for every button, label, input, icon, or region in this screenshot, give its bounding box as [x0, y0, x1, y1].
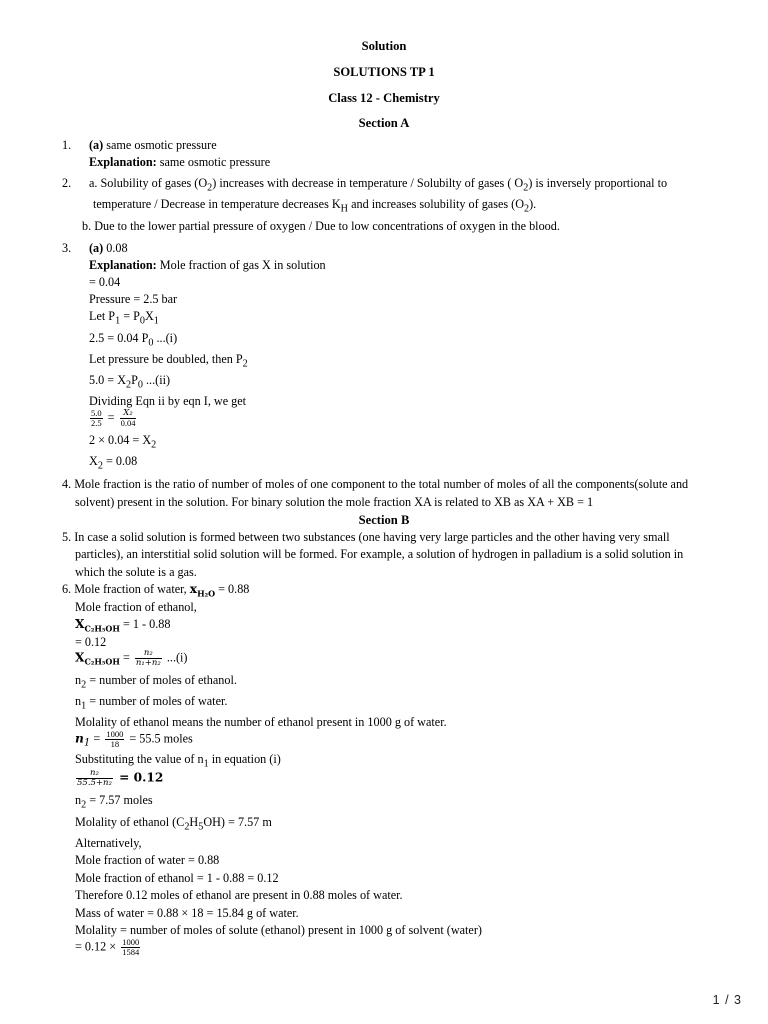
q3-line: Let pressure be doubled, then $P_2$ [89, 352, 248, 370]
q6-substitution-equation: $\frac{\text{n₂}}{\text{55.5+n₂}}$ = 0.12 [77, 768, 164, 788]
section-b-heading: Section B [358, 513, 410, 527]
q2-part-a-line1: a. Solubility of gases $(O_2)$ increases with decrease in temperature / Solubilty of gases ( $O_2$) is inversely proportional to [89, 176, 668, 194]
q6-line: Substituting the value of $n_1$ in equation (i) [75, 752, 281, 770]
doc-subtitle: SOLUTIONS TP 1 [333, 65, 435, 79]
q3-line: Let $P_1 = P_0X_1$ [89, 309, 159, 327]
q3-line: $2 \times 0.04 = X_2$ [89, 433, 157, 451]
q6-line: Mole fraction of ethanol = 1 - 0.88 = 0.12 [75, 871, 279, 885]
q5-line2: particles), an interstitial solid solution will be formed. For example, a solution of hydrogen in palladium is a solid solution in [75, 547, 684, 561]
q6-molality-fraction: = 0.12 × $\frac{1000}{1584}$ [75, 937, 140, 957]
page-indicator: 1 / 3 [712, 993, 742, 1007]
q3-line: $5.0 = X_2P_0$ ...(ii) [89, 373, 171, 391]
q3-fraction-equation: $\frac{5.0}{2.5}$ = $\frac{\text{X₂}}{0.04}$ [91, 408, 136, 428]
q3-line: 2.5 = 0.04 $P_0$ ...(i) [89, 331, 178, 349]
q4-line2: solvent) present in the solution. For binary solution the mole fraction XA is related to XB as XA + XB = 1 [75, 495, 594, 509]
q3-number: 3. [62, 241, 72, 255]
q6-line: $n_2$ = number of moles of ethanol. [75, 673, 237, 691]
q3-answer: (a) 0.08 [89, 241, 128, 255]
q6-line: Molality of ethanol means the number of ethanol present in 1000 g of water. [75, 715, 447, 729]
doc-class: Class 12 - Chemistry [328, 91, 440, 105]
doc-title: Solution [361, 39, 407, 53]
q6-line: Therefore 0.12 moles of ethanol are present in 0.88 moles of water. [75, 888, 403, 902]
q6-line: $n_2 = 7.57$ moles [75, 793, 153, 811]
q6-line: Molality = number of moles of solute (ethanol) present in 1000 g of solvent (water) [75, 923, 482, 937]
q3-line: = 0.04 [89, 275, 121, 289]
q6-line: 6. Mole fraction of water, $x_{H_2O} = 0.88$ [62, 582, 250, 599]
q1-number: 1. [62, 138, 72, 152]
q6-line: Molality of ethanol $(C_2H_5OH) = 7.57$ m [75, 815, 272, 833]
q4-line1: 4. Mole fraction is the ratio of number of moles of one component to the total number of moles of all the components(solute and [62, 477, 689, 491]
q3-line: Dividing Eqn ii by eqn I, we get [89, 394, 247, 408]
q2-part-a-line2: temperature / Decrease in temperature decreases $K_H$ and increases solubility of gases $(O_2)$. [93, 197, 537, 215]
q3-result: $X_2 = 0.08$ [89, 454, 138, 472]
q2-part-b: b. Due to the lower partial pressure of oxygen / Due to low concentrations of oxygen in the blood. [82, 219, 560, 233]
q6-line: = 0.12 [75, 635, 107, 649]
q2-number: 2. [62, 176, 72, 190]
section-a-heading: Section A [358, 116, 410, 130]
q6-line: Mass of water = 0.88 × 18 = 15.84 g of water. [75, 906, 299, 920]
q6-line: Mole fraction of water = 0.88 [75, 853, 220, 867]
q5-line1: 5. In case a solid solution is formed between two substances (one having very large particles and the other having very small [62, 530, 670, 544]
q3-explanation: Explanation: Mole fraction of gas X in solution [89, 258, 326, 272]
q1-answer: (a) same osmotic pressure [89, 138, 217, 152]
q6-line: Mole fraction of ethanol, [75, 600, 197, 614]
q1-explanation: Explanation: same osmotic pressure [89, 155, 271, 169]
q5-line3: which the solute is a gas. [75, 565, 197, 579]
q6-equation-i: $X_{C_2H_5OH}$ = $\frac{\text{n₂}}{\text{n₁+n₂}}$ ...(i) [75, 648, 188, 668]
q3-line: Pressure = 2.5 bar [89, 292, 178, 306]
q6-n1-equation: $n_1$ = $\frac{1000}{18}$ = 55.5 moles [75, 729, 193, 749]
q6-line: $X_{C_2H_5OH} = 1 - 0.88$ [75, 617, 171, 634]
q6-line: Alternatively, [75, 836, 142, 850]
q6-line: $n_1$ = number of moles of water. [75, 694, 228, 712]
